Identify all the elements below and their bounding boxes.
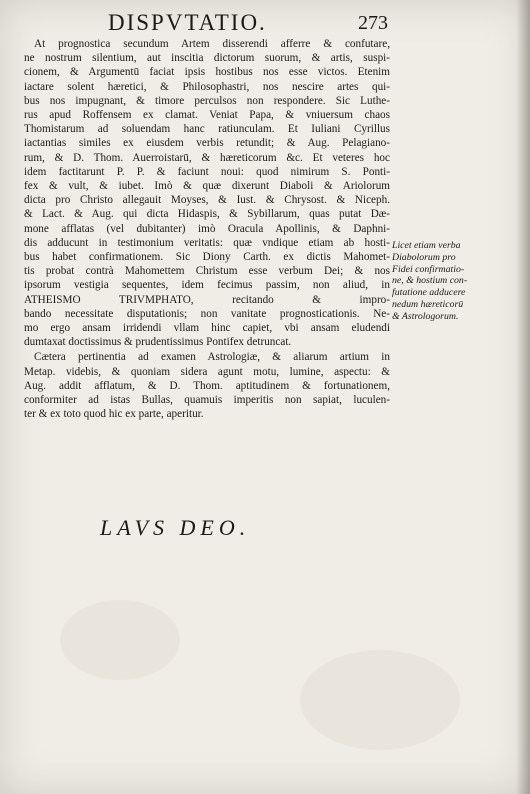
text-line: dumtaxat doctissimus & prudentissimus Pontifex detruncat.	[24, 336, 292, 349]
closing-text: LAVS DEO.	[100, 515, 251, 540]
page-number: 273	[358, 12, 388, 34]
margin-note-line: Diabolorum pro	[392, 251, 456, 263]
text-line: bus habet confirmationem. Sic Diony Carth. ex dictis Mahomet-	[24, 251, 390, 264]
paragraph-1	[24, 37, 390, 349]
text-line: bando necessitate disputationis; non vanitate prognosticationis. Ne-	[24, 307, 390, 320]
text-line: Aug. addit afflatum, & D. Thom. aptitudinem & fortunationem,	[24, 379, 390, 392]
margin-note-line: Licet etiam verba	[392, 240, 461, 251]
text-line: At prognostica secundum Artem disserendi afferre & confutare,	[34, 38, 390, 50]
text-line: conformiter ad istas Bullas, quamuis imperitis non sapiat, luculen-	[24, 394, 390, 407]
paper-stain	[300, 650, 460, 750]
text-line: mo ergo ansam irridendi vllam hinc capiet, vbi ansam eludendi	[24, 322, 390, 335]
main-text	[24, 37, 390, 421]
margin-note	[392, 240, 522, 323]
margin-note-line: ne, & hostium con-	[392, 275, 468, 287]
text-line: ipsorum vestigia sequentes, idem fecimus passim, non aliud, in	[24, 279, 390, 292]
paragraph-2	[24, 350, 390, 421]
text-line: ter & ex toto quod hic ex parte, aperitur.	[24, 408, 204, 421]
text-line: dicta pro Christo allegauit Moyses, & Iust. & Chrysost. & Niceph.	[24, 194, 390, 207]
text-line: ne nostrum silentium, aut inscitia dictorum suorum, & artis, suspi-	[24, 52, 390, 65]
paper-stain	[60, 600, 180, 680]
page-edge-shadow	[516, 0, 530, 794]
text-line: & Lact. & Aug. qui dicta Hidaspis, & Sybillarum, quas putat Dæ-	[24, 208, 390, 221]
text-line: dis adducunt in testimonium veritatis: quæ vndique etiam ab hosti-	[24, 236, 390, 249]
running-head: DISPVTATIO.	[108, 10, 267, 35]
text-line: Metap. videbis, & quoniam sidera agunt motu, lumine, aspectu: &	[24, 365, 390, 378]
text-line: rum, & D. Thom. Auerroistarū, & hæreticorum &c. Et veteres hoc	[24, 151, 390, 164]
margin-note-line: futatione adducere	[392, 287, 466, 299]
text-line: cionem, & Argumentū faciat ipsis hostibus nos esse victos. Etenim	[24, 66, 390, 79]
text-line: tis probat contrà Mahomettem Christum esse verbum Dei; & nos	[24, 265, 390, 278]
margin-note-line: nedum hæreticorū	[392, 298, 464, 310]
margin-note-line: & Astrologorum.	[392, 310, 459, 322]
text-line: fex & vult, & iubet. Imò & quæ dixerunt Diaboli & Ariolorum	[24, 180, 390, 193]
text-line: mone afflatas (vel dubitanter) imò Oracula Apollinis, & Daphni-	[24, 222, 390, 235]
text-line: idem factitarunt P. P. & faciunt noui: quod nimirum S. Ponti-	[24, 165, 390, 178]
text-line: ATHEISMO TRIVMPHATO, recitando & impro-	[24, 293, 390, 306]
page-header	[0, 10, 530, 40]
text-line: rus apud Roffensem ex clamat. Veniat Papa, & vniuersum chaos	[24, 109, 390, 122]
text-line: iactantias similes ex eiusdem verbis retundit; & Aug. Pelagiano-	[24, 137, 390, 150]
text-line: Cætera pertinentia ad examen Astrologiæ, & aliarum artium in	[34, 351, 390, 364]
text-line: bus nos impugnant, & timore perculsos non respondere. Sic Luthe-	[24, 94, 390, 107]
margin-note-line: Fidei confirmatio-	[392, 263, 465, 275]
text-line: iactare solent hæretici, & Philosophastri, nos nescire artes qui-	[24, 80, 390, 93]
text-line: Thomistarum ad soluendam hanc ratiunculam. Et Iuliani Cyrillus	[24, 123, 390, 136]
